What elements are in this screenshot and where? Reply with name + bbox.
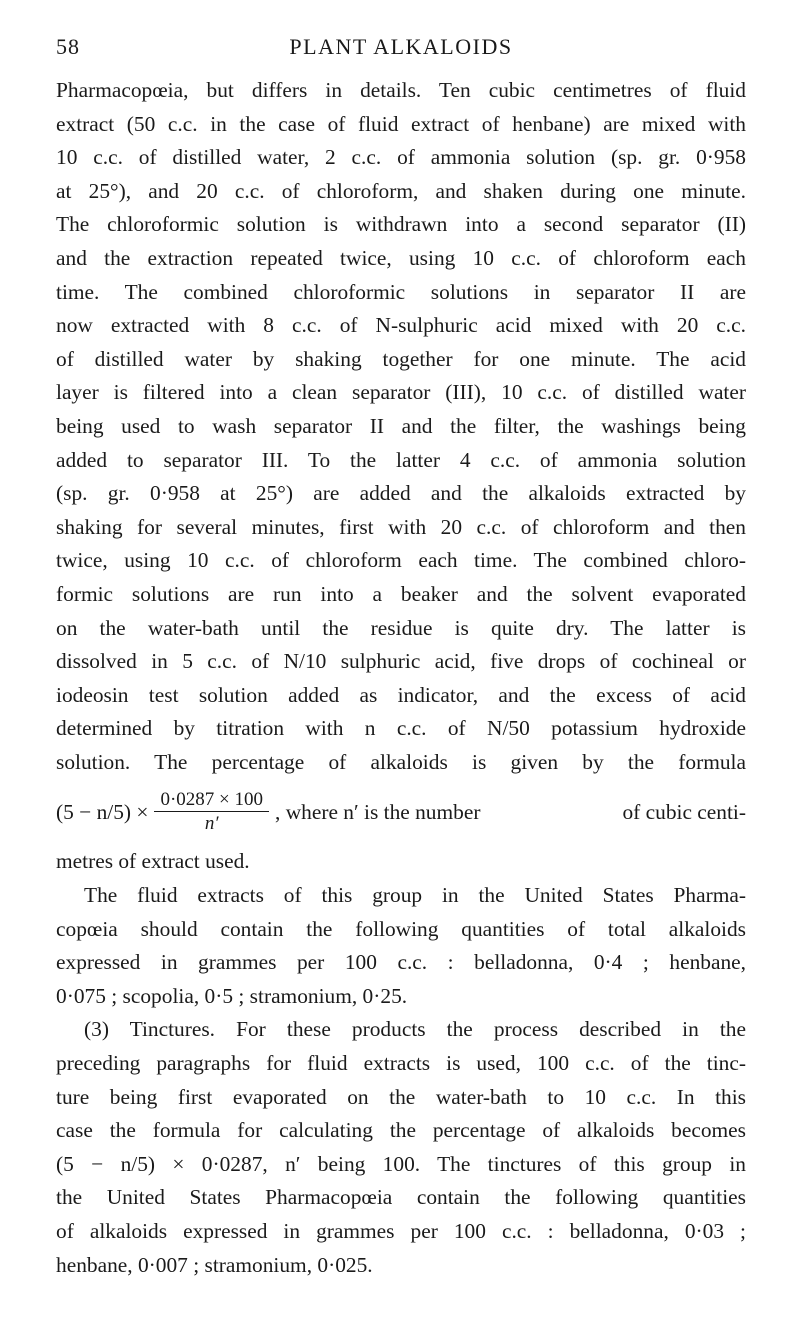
- formula-fraction: [154, 789, 269, 835]
- text-line: (3) Tinctures. For these products the process described in the: [84, 1017, 746, 1042]
- text-line: the United States Pharmacopœia contain the following quantities: [56, 1185, 746, 1210]
- text-line: of alkaloids expressed in grammes per 100 c.c. : belladonna, 0·03 ;: [56, 1219, 746, 1243]
- paragraph-2: [56, 879, 746, 1013]
- text-line: and the extraction repeated twice, using 10 c.c. of chloroform each: [56, 245, 746, 270]
- text-line: shaking for several minutes, first with 20 c.c. of chloroform and then: [56, 514, 746, 539]
- text-line: iodeosin test solution added as indicator, and the excess of acid: [56, 682, 746, 707]
- formula-suffix: [275, 796, 746, 830]
- text-line: case the formula for calculating the percentage of alkaloids becomes: [56, 1118, 746, 1143]
- text-line: at 25°), and 20 c.c. of chloroform, and shaken during one minute.: [56, 178, 746, 203]
- text-line: now extracted with 8 c.c. of N-sulphuric acid mixed with 20 c.c.: [56, 313, 746, 338]
- running-title: PLANT ALKALOIDS: [289, 34, 513, 59]
- text-line: of distilled water by shaking together for one minute. The acid: [56, 346, 746, 371]
- text-line: determined by titration with n c.c. of N/50 potassium hydroxide: [56, 716, 746, 741]
- text-line: Pharmacopœia, but differs in details. Ten cubic centimetres of fluid: [56, 78, 746, 102]
- paragraph-1: [56, 74, 746, 879]
- formula-numerator: 0·0287 × 100: [154, 789, 269, 812]
- text-line: 0·075 ; scopolia, 0·5 ; stramonium, 0·25.: [56, 983, 408, 1008]
- text-line: The chloroformic solution is withdrawn into a second separator (II): [56, 212, 746, 237]
- text-line: expressed in grammes per 100 c.c. : belladonna, 0·4 ; henbane,: [56, 950, 746, 975]
- formula: [56, 779, 746, 845]
- formula-suffix-b: of cubic centi-: [622, 799, 746, 824]
- formula-suffix-a: , where n′ is the number: [275, 799, 481, 824]
- page: [56, 34, 746, 1282]
- text-line: being used to wash separator II and the filter, the washings being: [56, 413, 746, 438]
- text-line: The fluid extracts of this group in the United States Pharma-: [84, 883, 746, 908]
- text-line: (sp. gr. 0·958 at 25°) are added and the alkaloids extracted by: [56, 481, 746, 506]
- text-line: preceding paragraphs for fluid extracts is used, 100 c.c. of the tinc-: [56, 1051, 746, 1076]
- text-line: dissolved in 5 c.c. of N/10 sulphuric acid, five drops of cochineal or: [56, 649, 746, 674]
- paragraph-3: [56, 1013, 746, 1282]
- text-line: extract (50 c.c. in the case of fluid extract of henbane) are mixed with: [56, 111, 746, 136]
- text-line: 10 c.c. of distilled water, 2 c.c. of ammonia solution (sp. gr. 0·958: [56, 145, 746, 170]
- text-line: twice, using 10 c.c. of chloroform each time. The combined chloro-: [56, 548, 746, 573]
- text-line: formic solutions are run into a beaker and the solvent evaporated: [56, 581, 746, 606]
- text-line: on the water-bath until the residue is quite dry. The latter is: [56, 615, 746, 640]
- text-line: solution. The percentage of alkaloids is given by the formula: [56, 749, 746, 774]
- text-line: (5 − n/5) × 0·0287, n′ being 100. The tinctures of this group in: [56, 1151, 746, 1176]
- text-line: metres of extract used.: [56, 849, 250, 874]
- formula-denominator: n′: [204, 813, 219, 835]
- page-number: 58: [56, 34, 80, 59]
- text-line: time. The combined chloroformic solutions in separator II are: [56, 279, 746, 304]
- text-line: layer is filtered into a clean separator (III), 10 c.c. of distilled water: [56, 380, 746, 405]
- text-line: henbane, 0·007 ; stramonium, 0·025.: [56, 1252, 373, 1277]
- text-line: added to separator III. To the latter 4 c.c. of ammonia solution: [56, 447, 746, 472]
- text-line: copœia should contain the following quantities of total alkaloids: [56, 916, 746, 941]
- text-line: ture being first evaporated on the water-bath to 10 c.c. In this: [56, 1084, 746, 1109]
- formula-prefix: (5 − n/5) ×: [56, 799, 149, 824]
- page-header: [56, 34, 746, 74]
